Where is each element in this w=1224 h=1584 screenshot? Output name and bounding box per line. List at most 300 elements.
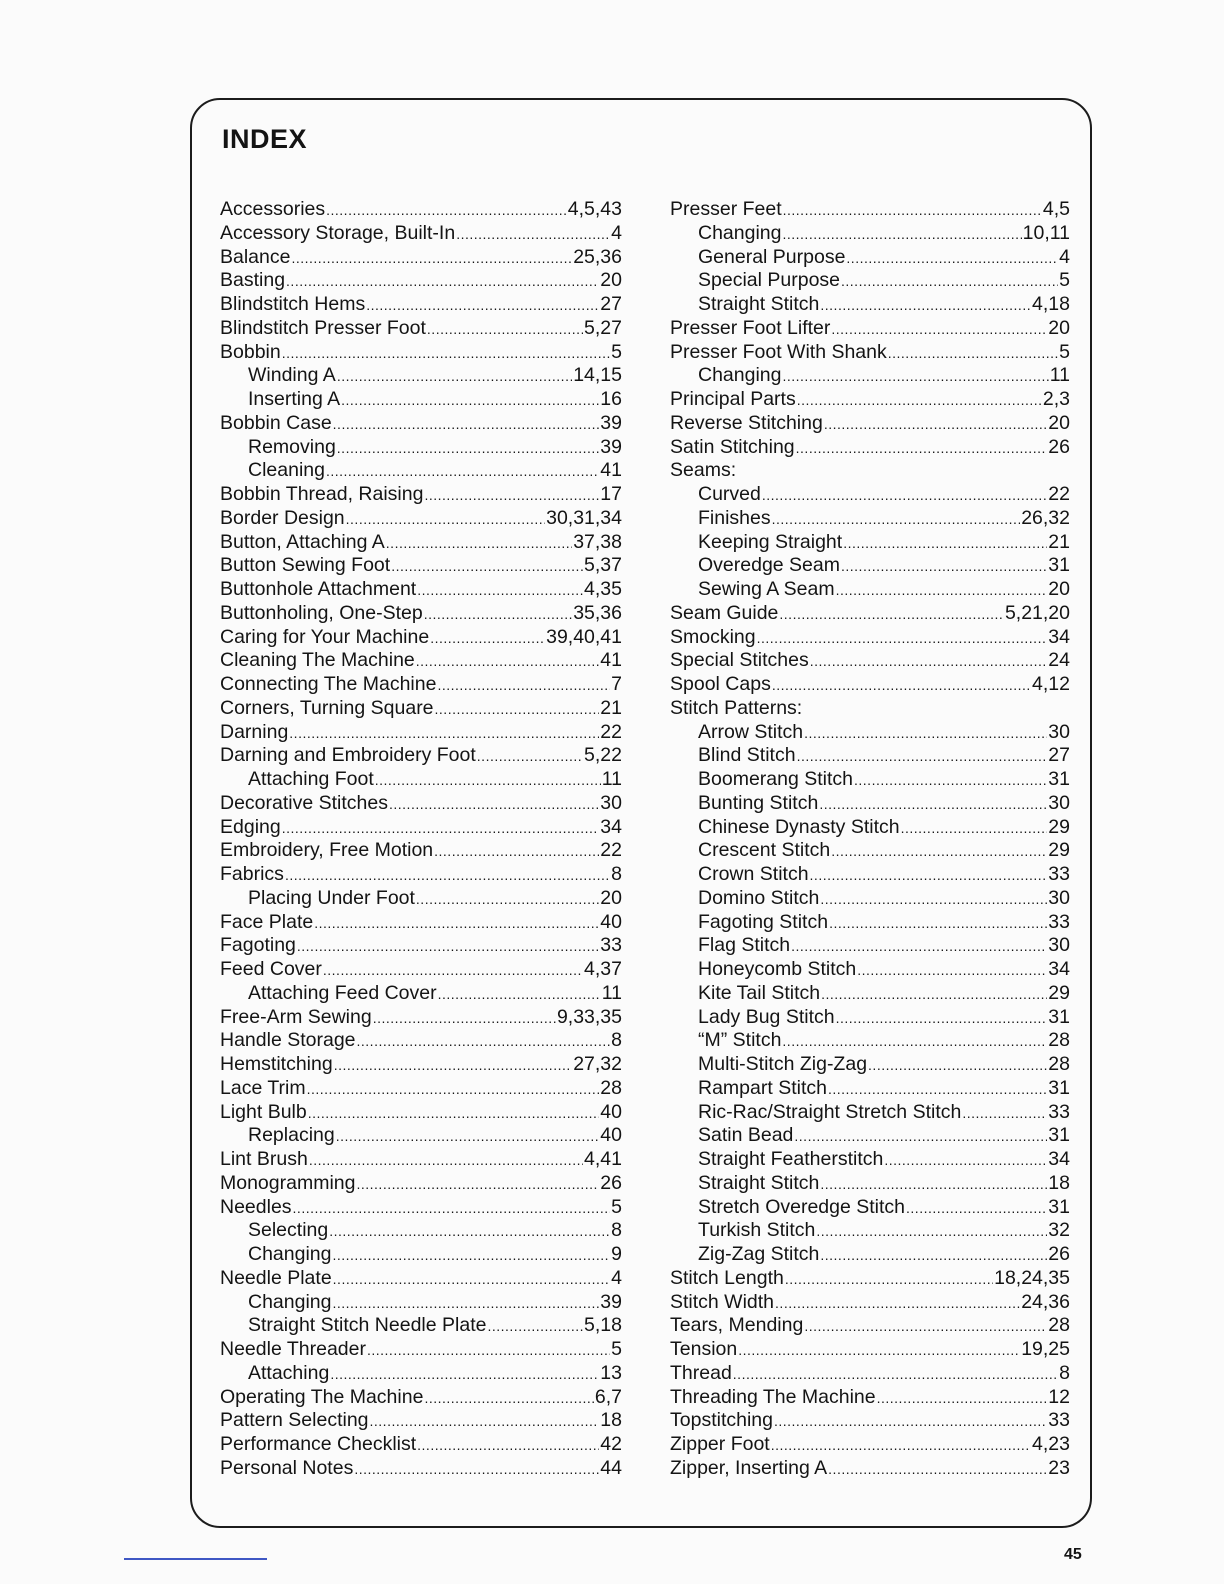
index-entry <box>220 721 622 745</box>
entry-term: Seam Guide <box>670 601 779 624</box>
entry-term: Domino Stitch <box>698 886 820 909</box>
entry-pages: 32 <box>1048 1219 1070 1242</box>
entry-term: Straight Stitch Needle Plate <box>248 1314 487 1337</box>
entry-term: Needles <box>220 1195 292 1218</box>
entry-term: Zipper, Inserting A <box>670 1456 828 1479</box>
entry-term: Spool Caps <box>670 673 771 695</box>
entry-term: Presser Foot With Shank <box>670 340 887 363</box>
entry-term: Attaching Feed Cover <box>248 981 437 1004</box>
entry-term: Satin Stitching <box>670 435 795 458</box>
entry-pages: 20 <box>600 269 622 292</box>
entry-term: Embroidery, Free Motion <box>220 839 434 862</box>
entry-term: Attaching <box>248 1361 330 1384</box>
index-subentry <box>670 222 1070 246</box>
entry-pages: 4 <box>611 221 622 244</box>
dot-leader <box>430 627 545 651</box>
entry-term: Feed Cover <box>220 958 322 980</box>
entry-term: Blind Stitch <box>698 744 796 767</box>
entry-term: Placing Under Foot <box>248 886 415 909</box>
entry-pages: 39,40,41 <box>546 625 622 648</box>
entry-pages: 11 <box>601 768 622 790</box>
entry-term: Lady Bug Stitch <box>698 1005 835 1028</box>
entry-pages: 22 <box>600 720 622 743</box>
dot-leader <box>877 1387 1048 1411</box>
dot-leader <box>417 1434 599 1458</box>
entry-term: Fabrics <box>220 863 284 885</box>
entry-pages: 4,37 <box>584 958 622 980</box>
dot-leader <box>354 1458 599 1482</box>
dot-leader <box>417 579 583 603</box>
entry-pages: 5 <box>611 1338 622 1360</box>
entry-pages: 14,15 <box>573 364 622 387</box>
entry-pages: 31 <box>1048 768 1070 790</box>
dot-leader <box>820 294 1031 318</box>
entry-term: Presser Foot Lifter <box>670 316 831 339</box>
entry-pages: 27 <box>600 293 622 315</box>
index-subentry <box>670 1243 1070 1267</box>
page-number: 45 <box>1064 1546 1082 1563</box>
entry-pages: 20 <box>600 886 622 909</box>
index-entry <box>220 483 622 507</box>
dot-leader <box>804 1315 1047 1339</box>
index-entry <box>220 222 622 246</box>
entry-term: Pattern Selecting <box>220 1409 369 1432</box>
entry-term: Zig-Zag Stitch <box>698 1243 820 1265</box>
entry-term: Reverse Stitching <box>670 411 823 434</box>
dot-leader <box>791 935 1047 959</box>
index-entry <box>220 1053 622 1077</box>
entry-term: Satin Bead <box>698 1124 794 1147</box>
dot-leader <box>794 1125 1047 1149</box>
entry-pages: 34 <box>1048 625 1070 648</box>
entry-pages: 29 <box>1048 815 1070 838</box>
dot-leader <box>434 840 599 864</box>
entry-pages: 11 <box>1049 364 1070 387</box>
entry-pages: 26 <box>1048 1243 1070 1265</box>
entry-pages: 21 <box>1048 530 1070 553</box>
index-entry <box>220 649 622 673</box>
dot-leader <box>307 1078 600 1102</box>
dot-leader <box>820 1244 1047 1268</box>
entry-term: Keeping Straight <box>698 530 843 553</box>
entry-pages: 5 <box>1059 340 1070 363</box>
index-subentry <box>670 1124 1070 1148</box>
dot-leader <box>389 793 599 817</box>
entry-pages: 30 <box>1048 934 1070 957</box>
entry-pages: 6,7 <box>594 1385 622 1408</box>
entry-term: Personal Notes <box>220 1456 354 1479</box>
index-entry <box>670 341 1070 365</box>
entry-pages: 26,32 <box>1021 506 1070 529</box>
dot-leader <box>785 1268 993 1292</box>
dot-leader <box>337 365 572 389</box>
entry-term: Boomerang Stitch <box>698 768 854 790</box>
index-subentry <box>670 744 1070 768</box>
index-subentry <box>670 507 1070 531</box>
index-subentry <box>670 911 1070 935</box>
dot-leader <box>841 270 1058 294</box>
index-entry <box>220 412 622 436</box>
dot-leader <box>831 840 1047 864</box>
index-entry <box>220 1267 622 1291</box>
index-entry <box>220 673 622 697</box>
index-subentry <box>670 792 1070 816</box>
index-subentry <box>670 483 1070 507</box>
index-entry <box>670 649 1070 673</box>
entry-pages: 7 <box>611 673 622 695</box>
entry-term: Tears, Mending <box>670 1314 804 1337</box>
entry-term: Overedge Seam <box>698 554 840 577</box>
dot-leader <box>337 437 600 461</box>
index-subentry <box>670 1101 1070 1125</box>
index-entry <box>670 1314 1070 1338</box>
index-entry <box>220 1006 622 1030</box>
index-subentry <box>670 982 1070 1006</box>
index-entry <box>220 269 622 293</box>
index-entry <box>670 1457 1070 1481</box>
index-entry <box>220 1077 622 1101</box>
entry-pages: 4 <box>611 1266 622 1289</box>
entry-term: Crescent Stitch <box>698 839 831 862</box>
index-subentry <box>670 863 1070 887</box>
dot-leader <box>333 413 600 437</box>
entry-term: Inserting A <box>248 388 341 410</box>
entry-term: Changing <box>248 1243 332 1265</box>
index-entry <box>670 1433 1070 1457</box>
dot-leader <box>841 555 1047 579</box>
entry-pages: 5,37 <box>584 554 622 577</box>
entry-pages: 33 <box>1048 1100 1070 1123</box>
entry-pages: 24 <box>1048 649 1070 672</box>
entry-term: Flag Stitch <box>698 934 791 957</box>
entry-term: Needle Threader <box>220 1338 366 1360</box>
dot-leader <box>346 508 545 532</box>
entry-pages: 5 <box>611 340 622 363</box>
index-entry <box>220 554 622 578</box>
entry-pages: 31 <box>1048 1005 1070 1028</box>
dot-leader <box>293 1197 611 1221</box>
entry-term: Seams: <box>670 459 737 482</box>
entry-term: Kite Tail Stitch <box>698 981 821 1004</box>
index-entry <box>220 317 622 341</box>
index-subentry <box>220 768 622 792</box>
index-subentry <box>670 1006 1070 1030</box>
index-entry <box>670 1338 1070 1362</box>
index-entry <box>220 934 622 958</box>
entry-term: Stretch Overedge Stitch <box>698 1195 906 1218</box>
index-subentry <box>670 1148 1070 1172</box>
dot-leader <box>323 959 583 983</box>
index-entry <box>670 1291 1070 1315</box>
entry-term: Blindstitch Presser Foot <box>220 316 426 339</box>
index-entry <box>220 531 622 555</box>
entry-term: Buttonhole Attachment <box>220 578 417 600</box>
dot-leader <box>330 1363 599 1387</box>
dot-leader <box>782 223 1021 247</box>
index-entry <box>220 958 622 982</box>
dot-leader <box>282 817 600 841</box>
dot-leader <box>820 888 1047 912</box>
entry-pages: 33 <box>1048 863 1070 885</box>
entry-term: Blindstitch Hems <box>220 293 366 315</box>
entry-term: Light Bulb <box>220 1100 307 1123</box>
dot-leader <box>424 603 572 627</box>
dot-leader <box>797 745 1048 769</box>
entry-pages: 25,36 <box>573 245 622 268</box>
dot-leader <box>828 1078 1047 1102</box>
index-subentry <box>220 982 622 1006</box>
dot-leader <box>357 1030 611 1054</box>
entry-term: Selecting <box>248 1219 329 1242</box>
index-subentry <box>670 578 1070 602</box>
index-entry <box>220 602 622 626</box>
entry-pages: 4,18 <box>1032 293 1070 315</box>
entry-pages: 41 <box>600 649 622 672</box>
entry-pages: 33 <box>1048 910 1070 933</box>
entry-pages: 37,38 <box>573 530 622 553</box>
entry-pages: 12 <box>1048 1385 1070 1408</box>
entry-pages: 34 <box>1048 1148 1070 1170</box>
entry-term: Performance Checklist <box>220 1433 417 1455</box>
entry-pages: 18,24,35 <box>994 1266 1070 1289</box>
index-subentry <box>670 1172 1070 1196</box>
entry-pages: 4,41 <box>584 1148 622 1170</box>
dot-leader <box>962 1102 1047 1126</box>
entry-term: Lace Trim <box>220 1076 306 1099</box>
index-entry <box>670 388 1070 412</box>
entry-term: Lint Brush <box>220 1148 308 1170</box>
index-subentry <box>220 1362 622 1386</box>
dot-leader <box>797 389 1042 413</box>
entry-pages: 35,36 <box>573 601 622 624</box>
index-entry <box>220 1338 622 1362</box>
entry-term: Arrow Stitch <box>698 720 804 743</box>
entry-term: Operating The Machine <box>220 1385 424 1408</box>
dot-leader <box>828 1458 1047 1482</box>
entry-pages: 28 <box>1048 1053 1070 1075</box>
index-entry <box>220 246 622 270</box>
dot-leader <box>854 769 1047 793</box>
dot-leader <box>772 674 1031 698</box>
entry-term: Changing <box>248 1290 332 1313</box>
dot-leader <box>782 365 1048 389</box>
index-subentry <box>670 1053 1070 1077</box>
entry-pages: 42 <box>600 1433 622 1455</box>
entry-term: Straight Stitch <box>698 1171 820 1194</box>
page-title: INDEX <box>222 124 308 154</box>
entry-term: Border Design <box>220 506 345 529</box>
dot-leader <box>771 1434 1031 1458</box>
entry-pages: 8 <box>611 1029 622 1052</box>
index-subentry <box>670 887 1070 911</box>
entry-pages: 9,33,35 <box>556 1005 622 1028</box>
dot-leader <box>326 199 567 223</box>
entry-pages: 39 <box>600 411 622 434</box>
index-entry <box>670 412 1070 436</box>
entry-pages: 28 <box>600 1076 622 1099</box>
entry-term: Changing <box>698 221 782 244</box>
index-entry <box>670 1409 1070 1433</box>
entry-pages: 8 <box>1059 1361 1070 1384</box>
index-entry <box>670 436 1070 460</box>
entry-pages: 24,36 <box>1021 1290 1070 1313</box>
index-entry <box>220 911 622 935</box>
entry-term: Button Sewing Foot <box>220 554 391 577</box>
entry-pages: 22 <box>600 839 622 862</box>
entry-term: Caring for Your Machine <box>220 625 430 648</box>
dot-leader <box>819 793 1047 817</box>
dot-leader <box>438 983 601 1007</box>
dot-leader <box>286 270 599 294</box>
entry-term: Multi-Stitch Zig-Zag <box>698 1053 868 1075</box>
dot-leader <box>836 579 1048 603</box>
index-entry <box>220 863 622 887</box>
index-subentry <box>670 554 1070 578</box>
index-entry <box>220 341 622 365</box>
dot-leader <box>901 817 1048 841</box>
entry-pages: 18 <box>600 1409 622 1432</box>
dot-leader <box>821 983 1047 1007</box>
entry-term: Topstitching <box>670 1409 773 1432</box>
entry-term: Special Stitches <box>670 649 809 672</box>
entry-pages: 39 <box>600 435 622 458</box>
entry-term: Principal Parts <box>670 388 796 410</box>
entry-term: Free-Arm Sewing <box>220 1005 372 1028</box>
entry-pages: 2,3 <box>1042 388 1070 410</box>
index-subentry <box>220 1314 622 1338</box>
entry-pages: 28 <box>1048 1314 1070 1337</box>
index-subentry <box>220 436 622 460</box>
dot-leader <box>796 437 1048 461</box>
entry-pages: 5,18 <box>584 1314 622 1337</box>
entry-pages: 31 <box>1048 1076 1070 1099</box>
entry-term: Buttonholing, One-Step <box>220 601 423 624</box>
entry-term: Removing <box>248 435 336 458</box>
dot-leader <box>779 603 1004 627</box>
dot-leader <box>757 627 1048 651</box>
index-entry <box>670 1386 1070 1410</box>
entry-term: Cleaning The Machine <box>220 649 415 672</box>
entry-pages: 17 <box>600 483 622 505</box>
dot-leader <box>356 1173 599 1197</box>
entry-term: Button, Attaching A <box>220 530 385 553</box>
dot-leader <box>391 555 583 579</box>
index-heading <box>670 459 1070 483</box>
dot-leader <box>370 1410 600 1434</box>
dot-leader <box>804 722 1047 746</box>
entry-term: Darning and Embroidery Foot <box>220 744 476 767</box>
entry-term: Sewing A Seam <box>698 578 835 600</box>
entry-pages: 18 <box>1048 1171 1070 1194</box>
index-entry <box>220 1409 622 1433</box>
entry-pages: 30 <box>1048 886 1070 909</box>
dot-leader <box>783 199 1042 223</box>
dot-leader <box>810 864 1048 888</box>
index-subentry <box>670 839 1070 863</box>
entry-pages: 20 <box>1048 316 1070 339</box>
entry-pages: 26 <box>1048 435 1070 458</box>
dot-leader <box>341 389 599 413</box>
scan-edge-line <box>124 1558 267 1560</box>
dot-leader <box>738 1339 1020 1363</box>
entry-pages: 33 <box>1048 1409 1070 1432</box>
dot-leader <box>285 864 610 888</box>
entry-term: Threading The Machine <box>670 1385 876 1408</box>
index-entry <box>220 1029 622 1053</box>
entry-pages: 4,5,43 <box>567 198 622 220</box>
entry-term: Rampart Stitch <box>698 1076 827 1099</box>
entry-term: “M” Stitch <box>698 1029 782 1052</box>
entry-term: Balance <box>220 245 291 268</box>
dot-leader <box>297 935 599 959</box>
entry-pages: 20 <box>1048 411 1070 434</box>
index-subentry <box>670 531 1070 555</box>
entry-pages: 30 <box>1048 720 1070 743</box>
dot-leader <box>774 1410 1047 1434</box>
entry-term: Decorative Stitches <box>220 791 388 814</box>
entry-pages: 4,35 <box>584 578 622 600</box>
entry-pages: 27 <box>1048 744 1070 767</box>
dot-leader <box>816 1220 1047 1244</box>
dot-leader <box>333 1268 610 1292</box>
entry-pages: 30 <box>600 791 622 814</box>
entry-term: Straight Featherstitch <box>698 1148 884 1170</box>
index-entry <box>220 792 622 816</box>
dot-leader <box>332 1244 610 1268</box>
index-entry <box>670 602 1070 626</box>
dot-leader <box>824 413 1047 437</box>
entry-pages: 13 <box>600 1361 622 1384</box>
entry-pages: 30,31,34 <box>546 506 622 529</box>
entry-pages: 29 <box>1048 981 1070 1004</box>
entry-pages: 44 <box>600 1456 622 1479</box>
entry-pages: 5,27 <box>584 316 622 339</box>
dot-leader <box>487 1315 583 1339</box>
entry-term: Turkish Stitch <box>698 1219 816 1242</box>
dot-leader <box>314 912 599 936</box>
entry-term: Finishes <box>698 506 771 529</box>
entry-pages: 40 <box>600 910 622 933</box>
index-subentry <box>670 768 1070 792</box>
index-entry <box>670 626 1070 650</box>
dot-leader <box>282 342 610 366</box>
dot-leader <box>367 1339 610 1363</box>
index-entry <box>220 816 622 840</box>
entry-pages: 10,11 <box>1022 221 1070 244</box>
entry-term: Darning <box>220 720 289 743</box>
entry-pages: 30 <box>1048 791 1070 814</box>
dot-leader <box>888 342 1058 366</box>
dot-leader <box>416 650 600 674</box>
entry-pages: 20 <box>1048 578 1070 600</box>
dot-leader <box>289 722 599 746</box>
dot-leader <box>366 294 599 318</box>
entry-term: Bobbin Case <box>220 411 332 434</box>
index-heading <box>670 697 1070 721</box>
dot-leader <box>733 1363 1058 1387</box>
index-subentry <box>220 1219 622 1243</box>
index-entry <box>670 317 1070 341</box>
entry-pages: 40 <box>600 1124 622 1147</box>
dot-leader <box>435 698 600 722</box>
entry-term: Bobbin <box>220 340 281 363</box>
index-subentry <box>670 934 1070 958</box>
dot-leader <box>291 247 572 271</box>
dot-leader <box>831 318 1047 342</box>
dot-leader <box>375 769 601 793</box>
index-subentry <box>220 1124 622 1148</box>
index-entry <box>220 1433 622 1457</box>
